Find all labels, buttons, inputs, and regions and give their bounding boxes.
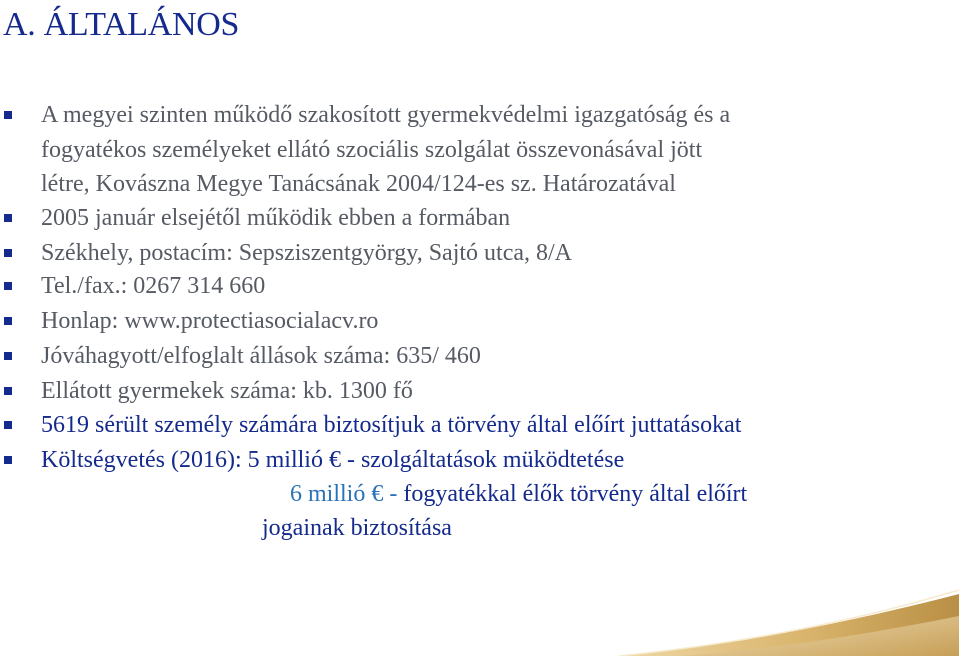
list-item-text: létre, Kovászna Megye Tanácsának 2004/124-es sz. Határozatával bbox=[41, 171, 676, 197]
list-item bbox=[0, 373, 959, 409]
budget-continuation bbox=[0, 476, 959, 512]
list-item bbox=[0, 407, 959, 443]
square-bullet-icon bbox=[4, 282, 12, 290]
budget-amount-highlight: 6 millió € - bbox=[290, 481, 398, 507]
list-item-text: Honlap: www.protectiasocialacv.ro bbox=[41, 308, 379, 334]
list-item-continuation bbox=[0, 166, 959, 202]
square-bullet-icon bbox=[4, 111, 12, 119]
list-item bbox=[0, 235, 959, 271]
list-item bbox=[0, 442, 959, 478]
list-item bbox=[0, 268, 959, 304]
list-item-text: 5619 sérült személy számára biztosítjuk a törvény által előírt juttatásokat bbox=[41, 412, 742, 438]
corner-decoration bbox=[619, 586, 959, 656]
list-item bbox=[0, 303, 959, 339]
page-title: A. ÁLTALÁNOS bbox=[3, 6, 240, 43]
budget-purpose: fogyatékkal élők törvény által előírt bbox=[397, 481, 748, 507]
list-item bbox=[0, 200, 959, 236]
list-item-text: Tel./fax.: 0267 314 660 bbox=[41, 273, 266, 299]
list-item-text: Székhely, postacím: Sepsziszentgyörgy, Sajtó utca, 8/A bbox=[41, 240, 573, 266]
list-item-text: Költségvetés (2016): 5 millió € - szolgáltatások müködtetése bbox=[41, 447, 625, 473]
list-item-text: Jóváhagyott/elfoglalt állások száma: 635/ 460 bbox=[41, 343, 481, 369]
list-item bbox=[0, 338, 959, 374]
list-item-continuation bbox=[0, 132, 959, 168]
square-bullet-icon bbox=[4, 214, 12, 222]
square-bullet-icon bbox=[4, 456, 12, 464]
square-bullet-icon bbox=[4, 352, 12, 360]
list-item-text: 2005 január elsejétől működik ebben a formában bbox=[41, 205, 511, 231]
list-item bbox=[0, 97, 959, 133]
square-bullet-icon bbox=[4, 317, 12, 325]
square-bullet-icon bbox=[4, 249, 12, 257]
budget-continuation-line2 bbox=[0, 510, 959, 546]
list-item-text: fogyatékos személyeket ellátó szociális szolgálat összevonásával jött bbox=[41, 137, 703, 163]
square-bullet-icon bbox=[4, 387, 12, 395]
square-bullet-icon bbox=[4, 421, 12, 429]
budget-purpose-line2: jogainak biztosítása bbox=[262, 515, 452, 541]
budget-continuation-text bbox=[290, 476, 747, 512]
list-item-text: Ellátott gyermekek száma: kb. 1300 fő bbox=[41, 378, 413, 404]
list-item-text: A megyei szinten működő szakosított gyermekvédelmi igazgatóság és a bbox=[41, 102, 731, 128]
